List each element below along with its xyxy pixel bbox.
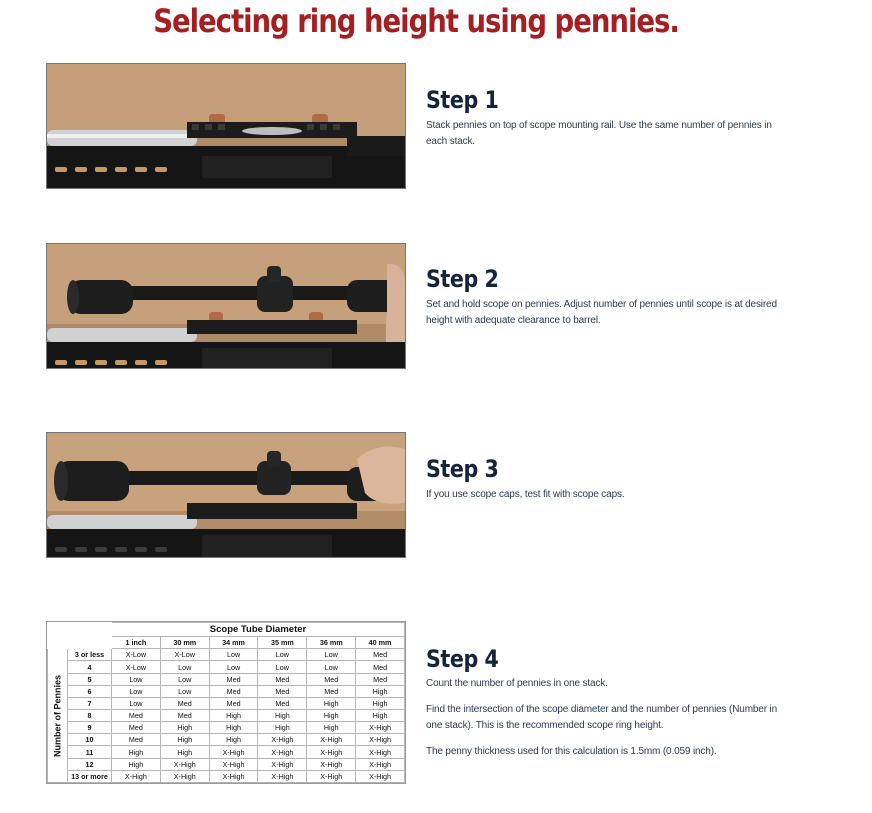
table-cell: High (160, 746, 209, 758)
table-row-header: 7 (68, 697, 112, 709)
table-row-header: 3 or less (68, 649, 112, 661)
table-cell: High (356, 710, 405, 722)
table-cell: High (209, 734, 258, 746)
table-cell: X-High (209, 770, 258, 782)
table-cell: High (160, 734, 209, 746)
table-row-group-cell (48, 649, 68, 783)
step-4-paragraph-3: The penny thickness used for this calculation is 1.5mm (0.059 inch). (426, 746, 717, 757)
table-cell: X-High (258, 770, 307, 782)
table-cell: X-High (160, 758, 209, 770)
table-cell: Low (258, 661, 307, 673)
table-cell: Med (356, 661, 405, 673)
table-row-header: 4 (68, 661, 112, 673)
table-cell: Med (356, 649, 405, 661)
table-column-group-label: Scope Tube Diameter (112, 623, 405, 637)
table-row (48, 734, 405, 746)
table-cell: Med (112, 710, 161, 722)
table-column-header: 34 mm (209, 637, 258, 649)
table-cell: X-High (356, 734, 405, 746)
table-cell: High (258, 722, 307, 734)
table-cell: Med (307, 685, 356, 697)
table-cell: Low (112, 673, 161, 685)
table-cell: X-Low (112, 649, 161, 661)
table-cell: Low (112, 697, 161, 709)
ring-height-table-grid (47, 622, 405, 783)
table-cell: X-High (112, 770, 161, 782)
step-3-text (426, 487, 786, 513)
table-cell: Med (112, 722, 161, 734)
table-cell: High (209, 722, 258, 734)
table-row (48, 661, 405, 673)
table-cell: Low (307, 649, 356, 661)
step-1-text (426, 118, 786, 160)
table-cell: Low (258, 649, 307, 661)
table-cell: X-High (356, 722, 405, 734)
table-cell: X-High (209, 746, 258, 758)
table-cell: X-High (307, 734, 356, 746)
step-2-paragraph: Set and hold scope on pennies. Adjust number of pennies until scope is at desired height with adequate clearance to barrel. (426, 299, 777, 326)
table-cell: Med (258, 685, 307, 697)
page-title: Selecting ring height using pennies. (153, 2, 679, 40)
table-column-header: 36 mm (307, 637, 356, 649)
table-row-header: 10 (68, 734, 112, 746)
table-cell: High (356, 697, 405, 709)
table-column-header: 35 mm (258, 637, 307, 649)
table-cell: High (307, 710, 356, 722)
table-cell: Low (209, 649, 258, 661)
table-cell: High (112, 758, 161, 770)
step-3-paragraph: If you use scope caps, test fit with scope caps. (426, 489, 625, 500)
table-row (48, 649, 405, 661)
table-column-header: 40 mm (356, 637, 405, 649)
table-cell: Med (209, 673, 258, 685)
table-cell: X-High (307, 758, 356, 770)
table-row (48, 685, 405, 697)
step-4-text (426, 676, 786, 770)
ring-height-table (46, 621, 406, 784)
table-row-header: 13 or more (68, 770, 112, 782)
table-cell: High (258, 710, 307, 722)
table-cell: X-High (307, 770, 356, 782)
table-cell: High (160, 722, 209, 734)
table-cell: X-High (258, 758, 307, 770)
step-3-photo (46, 432, 406, 558)
step-4-paragraph-1: Count the number of pennies in one stack. (426, 678, 608, 689)
table-cell: Med (258, 697, 307, 709)
table-cell: Low (112, 685, 161, 697)
step-4-paragraph-2: Find the intersection of the scope diameter and the number of pennies (Number in one stack). This is the recommended scope ring height. (426, 704, 777, 731)
table-cell: High (112, 746, 161, 758)
table-row (48, 710, 405, 722)
table-cell: Med (209, 697, 258, 709)
table-column-header: 1 inch (112, 637, 161, 649)
table-row-header: 9 (68, 722, 112, 734)
table-cell: Med (160, 697, 209, 709)
table-row-group-label: Number of Pennies (52, 674, 62, 757)
table-cell: Med (209, 685, 258, 697)
table-row-header: 12 (68, 758, 112, 770)
table-cell: Low (160, 661, 209, 673)
step-1-photo (46, 63, 406, 189)
table-cell: High (356, 685, 405, 697)
table-cell: X-High (356, 758, 405, 770)
table-cell: High (307, 697, 356, 709)
table-cell: X-High (258, 734, 307, 746)
table-corner-2 (48, 637, 112, 649)
table-cell: Med (160, 710, 209, 722)
table-corner (48, 623, 112, 637)
table-row-header: 5 (68, 673, 112, 685)
step-2-text (426, 297, 786, 339)
table-cell: Med (356, 673, 405, 685)
table-cell: X-Low (160, 649, 209, 661)
table-cell: Med (258, 673, 307, 685)
step-2-heading: Step 2 (426, 265, 499, 293)
table-row-header: 6 (68, 685, 112, 697)
table-cell: X-High (307, 746, 356, 758)
table-row (48, 758, 405, 770)
table-cell: Low (209, 661, 258, 673)
table-cell: High (307, 722, 356, 734)
table-row-header: 11 (68, 746, 112, 758)
table-cell: Med (307, 673, 356, 685)
table-column-header: 30 mm (160, 637, 209, 649)
step-4-heading: Step 4 (426, 645, 499, 673)
table-cell: Low (160, 673, 209, 685)
step-3-heading: Step 3 (426, 455, 499, 483)
table-cell: X-High (258, 746, 307, 758)
table-cell: X-High (160, 770, 209, 782)
table-row (48, 770, 405, 782)
table-cell: X-High (209, 758, 258, 770)
step-1-heading: Step 1 (426, 86, 499, 114)
table-cell: X-High (356, 770, 405, 782)
table-cell: X-Low (112, 661, 161, 673)
step-1-paragraph: Stack pennies on top of scope mounting rail. Use the same number of pennies in each stack. (426, 120, 772, 147)
step-2-photo (46, 243, 406, 369)
table-cell: Med (112, 734, 161, 746)
table-row (48, 673, 405, 685)
table-row (48, 697, 405, 709)
table-cell: Low (160, 685, 209, 697)
table-cell: Low (307, 661, 356, 673)
table-row (48, 746, 405, 758)
table-row-header: 8 (68, 710, 112, 722)
table-cell: High (209, 710, 258, 722)
table-row (48, 722, 405, 734)
table-cell: X-High (356, 746, 405, 758)
